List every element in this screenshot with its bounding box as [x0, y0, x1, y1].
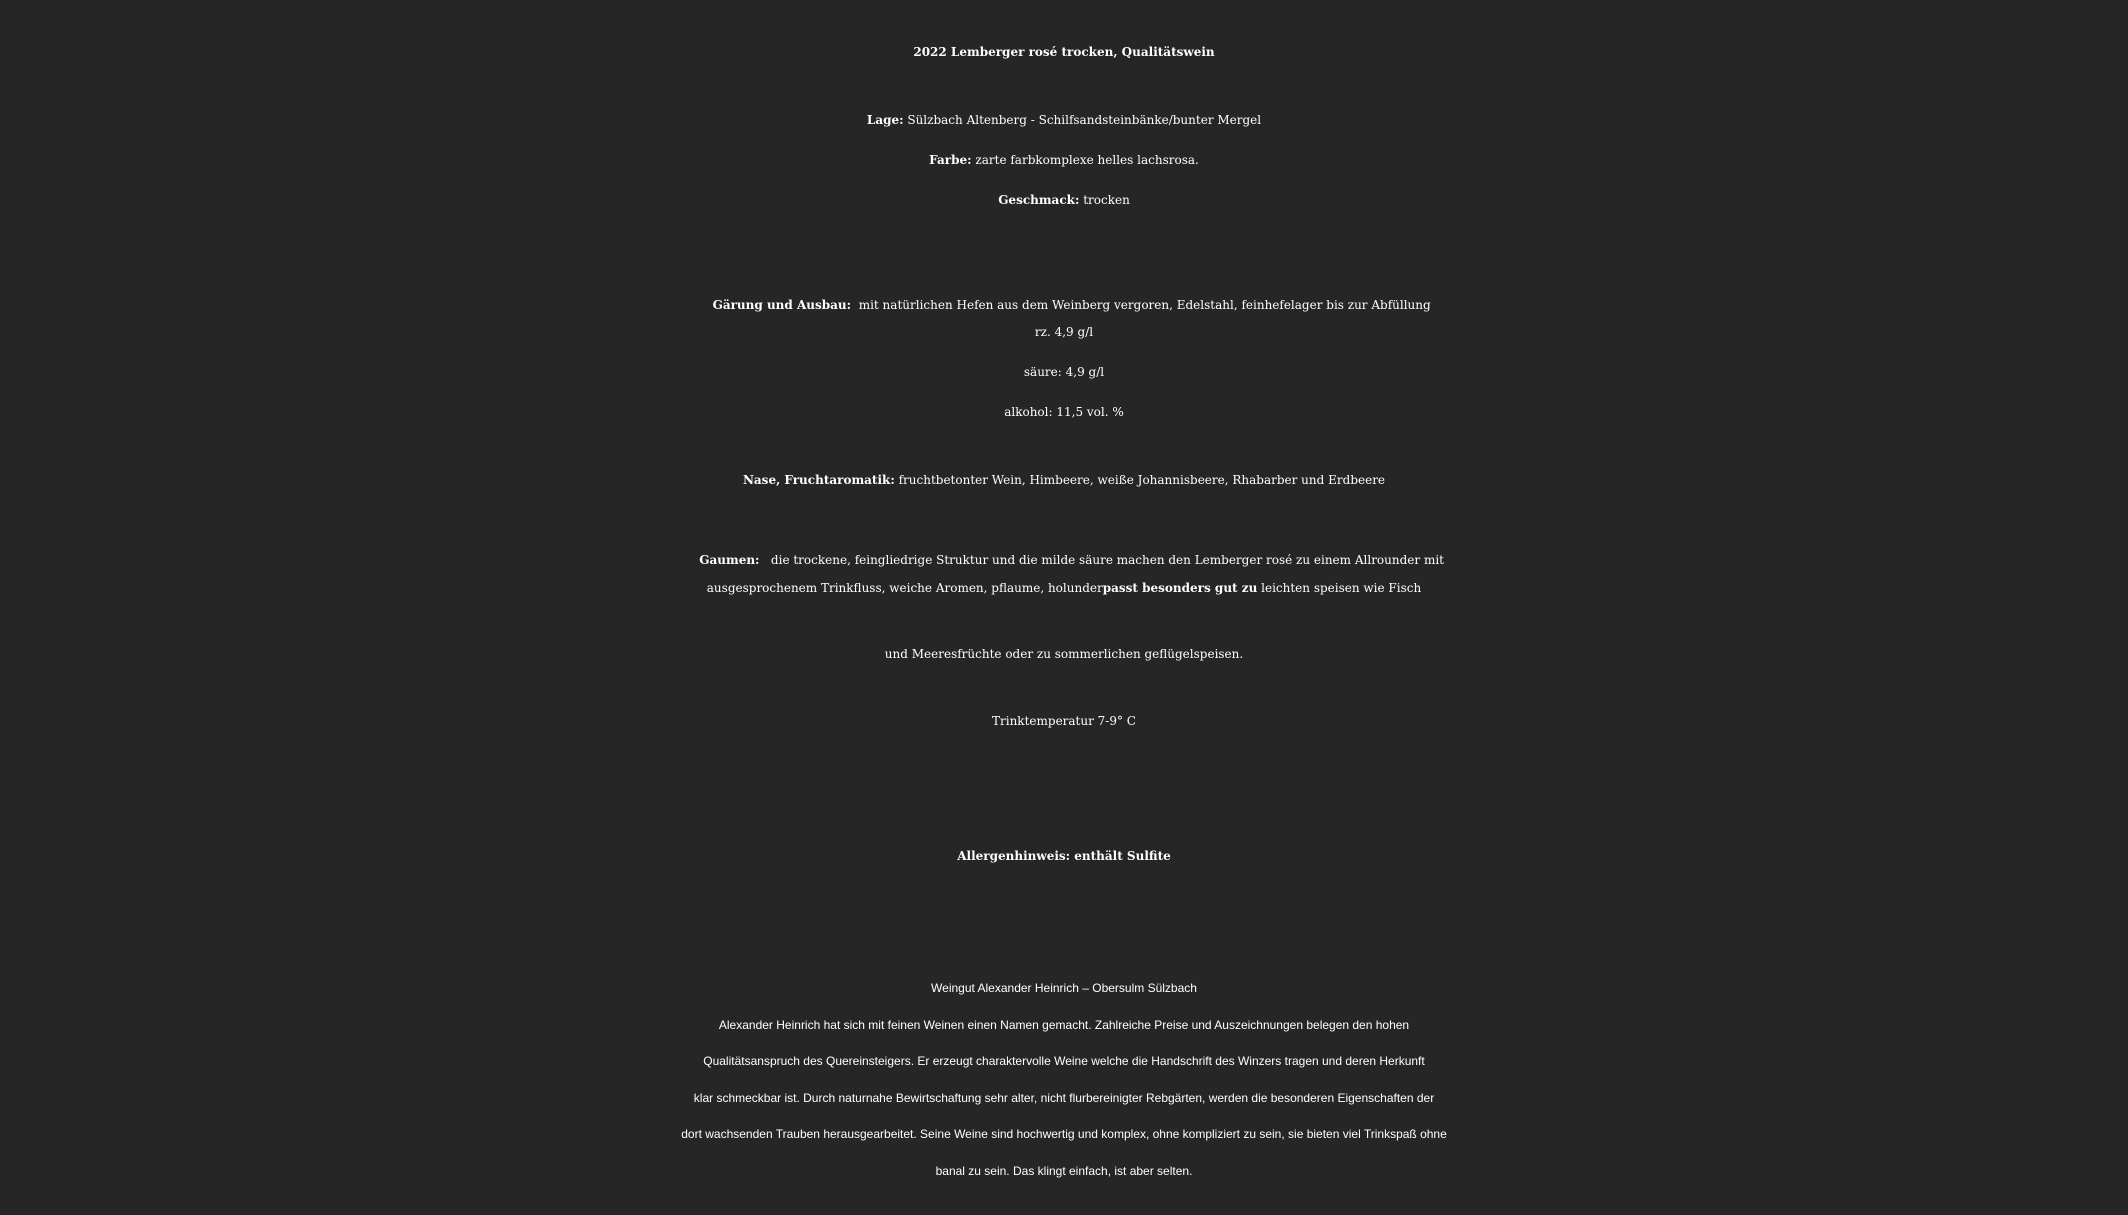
restzucker-value: rz. 4,9 g/l: [1034, 325, 1094, 339]
lage-label: Lage:: [866, 113, 904, 127]
farbe-value: zarte farbkomplexe helles lachsrosa.: [971, 153, 1199, 167]
allergen-notice: Allergenhinweis: enthält Sulfite: [957, 849, 1171, 863]
saeure-value: säure: 4,9 g/l: [1023, 365, 1105, 379]
winery-heading: Weingut Alexander Heinrich – Obersulm Sülzbach: [931, 981, 1197, 995]
geschmack-label: Geschmack:: [998, 193, 1080, 207]
gaumen-value: die trockene, feingliedrige Struktur und die milde säure machen den Lemberger rosé zu einem Allrounder mit: [759, 553, 1444, 567]
gaerung-label: Gärung und Ausbau:: [712, 298, 852, 312]
nase-value: fruchtbetonter Wein, Himbeere, weiße Johannisbeere, Rhabarber und Erdbeere: [894, 473, 1386, 487]
farbe-line: [0, 140, 2128, 180]
farbe-label: Farbe:: [929, 153, 972, 167]
winery-text-line: klar schmeckbar ist. Durch naturnahe Bewirtschaftung sehr alter, nicht flurbereinigter Rebgärten, werden die besonderen Eigenschaften der: [693, 1091, 1435, 1105]
winery-text-line: banal zu sein. Das klingt einfach, ist aber selten.: [935, 1164, 1193, 1178]
trinktemperatur: Trinktemperatur 7-9° C: [992, 714, 1136, 728]
winery-text-line: Alexander Heinrich hat sich mit feinen Weinen einen Namen gemacht. Zahlreiche Preise und Auszeichnungen belegen den hohen: [718, 1018, 1410, 1032]
geschmack-line: [0, 180, 2128, 220]
lage-line: [0, 100, 2128, 140]
winery-text-line: Qualitätsanspruch des Quereinsteigers. Er erzeugt charaktervolle Weine welche die Handschrift des Winzers tragen und deren Herkunft: [703, 1054, 1425, 1068]
pairing-label: passt besonders gut zu: [1102, 581, 1258, 595]
winery-text-line: dort wachsenden Trauben herausgearbeitet. Seine Weine sind hochwertig und komplex, ohne kompliziert zu sein, sie bieten viel Trinkspaß ohne: [681, 1127, 1447, 1141]
gaumen-line-2-pre: ausgesprochenem Trinkfluss, weiche Aromen, pflaume, holunder: [706, 581, 1103, 595]
nase-line: [0, 460, 2128, 500]
alkohol-value: alkohol: 11,5 vol. %: [1004, 405, 1124, 419]
nase-label: Nase, Fruchtaromatik:: [742, 473, 895, 487]
geschmack-value: trocken: [1079, 193, 1130, 207]
lage-value: Sülzbach Altenberg - Schilfsandsteinbänke/bunter Mergel: [903, 113, 1262, 127]
gaerung-value: mit natürlichen Hefen aus dem Weinberg vergoren, Edelstahl, feinhefelager bis zur Abfüllung: [851, 298, 1431, 312]
gaumen-line-2-post: leichten speisen wie Fisch: [1257, 581, 1422, 595]
gaumen-line-3: und Meeresfrüchte oder zu sommerlichen geflügelspeisen.: [884, 647, 1244, 661]
wine-title: 2022 Lemberger rosé trocken, Qualitätswein: [913, 45, 1215, 59]
gaumen-label: Gaumen:: [699, 553, 760, 567]
gaumen-line-2: [0, 568, 2128, 608]
